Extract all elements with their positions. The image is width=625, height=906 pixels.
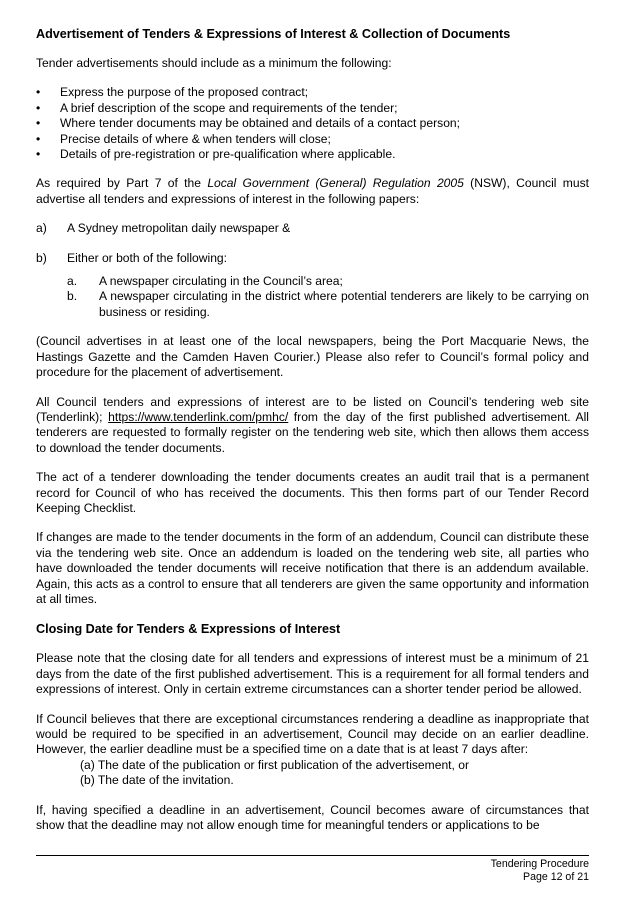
deadline-conditions	[80, 758, 589, 789]
item-marker: a)	[36, 221, 47, 236]
item-marker: b)	[36, 250, 47, 265]
list-item: • Express the purpose of the proposed contract;	[36, 85, 589, 100]
exceptional-circumstances-paragraph: If Council believes that there are exceptional circumstances rendering a deadline as inappropriate that would be required to be specified in an advertisement, Council may decide on an earlier deadline. However, the earlier deadline must be a specified time on a date that is at least 7 days after:	[36, 711, 589, 757]
list-item	[67, 274, 589, 289]
closing-date-paragraph: Please note that the closing date for all tenders and expressions of interest must be a minimum of 21 days from the date of the first published advertisement. This is a requirement for all formal tenders and expressions of interest. Only in certain extreme circumstances can a shorter tender period be allowed.	[36, 651, 589, 697]
item-text: A newspaper circulating in the district where potential tenderers are likely to be carrying on business or residing.	[99, 289, 589, 319]
paper-subitems	[67, 274, 589, 320]
item-marker: b.	[67, 289, 78, 304]
council-newspapers-paragraph: (Council advertises in at least one of the local newspapers, being the Port Macquarie News, the Hastings Gazette and the Camden Haven Courier.) Please also refer to Council’s formal policy and procedure for the placement of advertisement.	[36, 334, 589, 380]
section-heading-advertisement: Advertisement of Tenders & Expressions of Interest & Collection of Documents	[36, 27, 511, 41]
tenderlink-paragraph: All Council tenders and expressions of interest are to be listed on Council’s tendering web site (Tenderlink); https://www.tenderlink.com/pmhc/ from the day of the first published advertisement. All tenderers are requested to formally register on the tendering web site, which then allows them access to download the tender documents.	[36, 394, 589, 455]
tenderlink-url-link[interactable]: https://www.tenderlink.com/pmhc/	[108, 409, 289, 424]
item-marker: a.	[67, 274, 78, 289]
footer-document-title: Tendering Procedure	[490, 858, 589, 870]
item-text: A newspaper circulating in the Council’s area;	[99, 274, 343, 289]
list-item: • A brief description of the scope and requirements of the tender;	[36, 101, 589, 116]
list-item: (b) The date of the invitation.	[80, 773, 234, 788]
section-heading-closing-date: Closing Date for Tenders & Expressions of Interest	[36, 622, 341, 637]
requirements-list	[36, 85, 589, 162]
list-item: • Precise details of where & when tenders will close;	[36, 132, 589, 147]
regulation-paragraph: As required by Part 7 of the Local Government (General) Regulation 2005 (NSW), Council must advertise all tenders and expressions of interest in the following papers:	[36, 176, 589, 206]
intro-paragraph: Tender advertisements should include as a minimum the following:	[36, 56, 392, 70]
footer-divider	[36, 855, 589, 856]
regulation-title: Local Government (General) Regulation 2005	[207, 176, 464, 191]
list-item: (a) The date of the publication or first publication of the advertisement, or	[80, 757, 470, 772]
deadline-paragraph: If, having specified a deadline in an advertisement, Council becomes aware of circumstances that show that the deadline may not allow enough time for meaningful tenders or applications to be	[36, 802, 589, 833]
page-footer	[491, 858, 589, 884]
item-text: A Sydney metropolitan daily newspaper &	[67, 221, 291, 236]
list-item: • Where tender documents may be obtained and details of a contact person;	[36, 116, 589, 131]
footer-page-number: Page 12 of 21	[523, 871, 589, 883]
audit-trail-paragraph: The act of a tenderer downloading the tender documents creates an audit trail that is a permanent record for Council of who has received the documents. This then forms part of our Tender Record Keeping Checklist.	[36, 470, 589, 515]
addendum-paragraph: If changes are made to the tender documents in the form of an addendum, Council can distribute these via the tendering web site. Once an addendum is loaded on the tendering web site, all parties who have downloaded the tender documents will receive notification that there is an addendum available. Again, this acts as a control to ensure that all tenderers are given the same opportunity and information at all times.	[36, 530, 589, 606]
list-item	[67, 289, 589, 320]
paper-item-b	[36, 251, 589, 266]
list-item: • Details of pre-registration or pre-qualification where applicable.	[36, 147, 589, 162]
item-text: Either or both of the following:	[67, 250, 228, 265]
document-body	[36, 26, 589, 847]
paper-item-a	[36, 221, 589, 236]
